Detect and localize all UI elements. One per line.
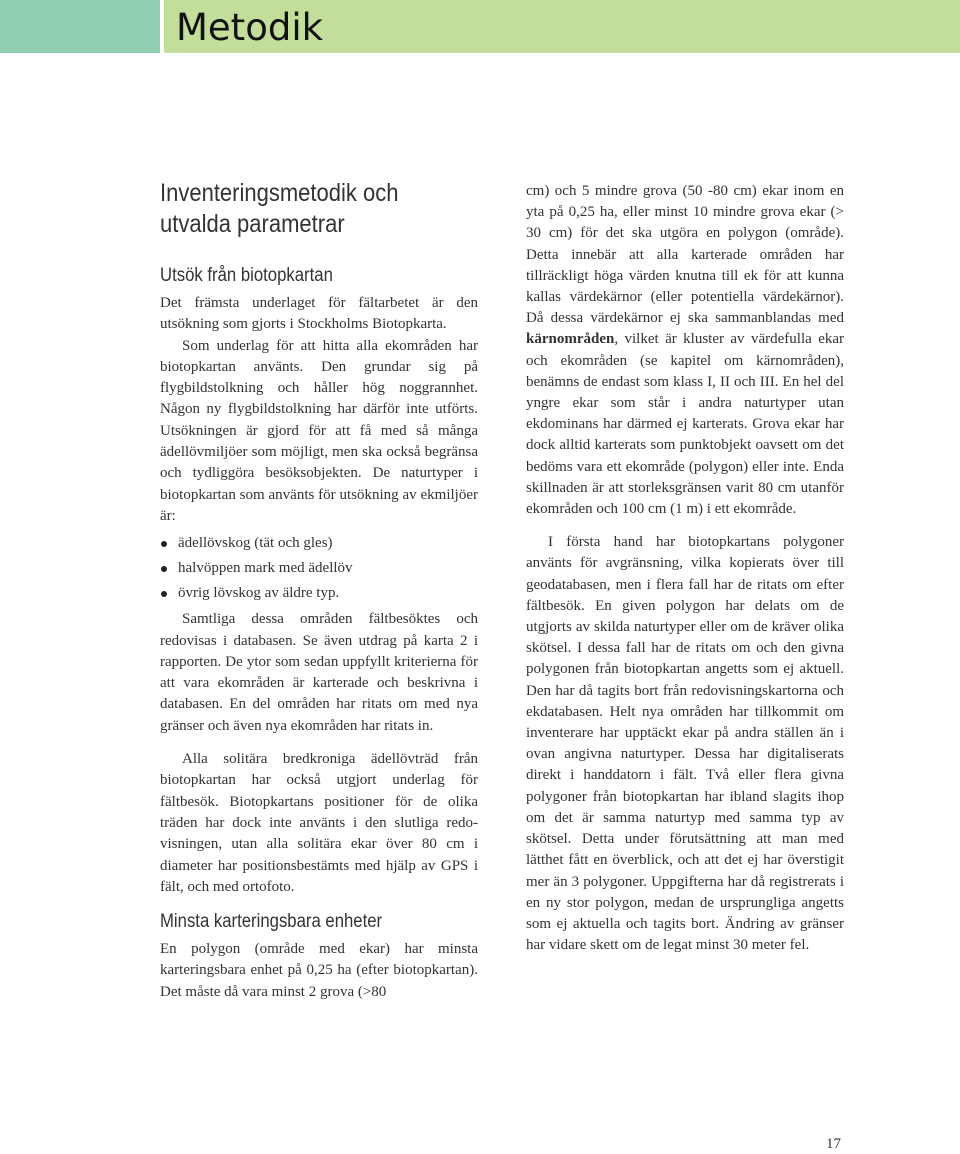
- chapter-title: Metodik: [176, 6, 324, 49]
- section-title-line-2: utvalda parametrar: [160, 210, 345, 238]
- right-column: [526, 181, 844, 956]
- page-number: 17: [826, 1136, 841, 1152]
- naturtyper-list: [160, 531, 478, 606]
- paragraph-avgransning: I första hand har biotopkartans polygoner använts för avgränsning, vilka kopierats över till geodatabasen, men i flera fall har de ritats om efter fältbesök. En given polygon har delats om de utgjorts av skilda naturtyper eller om de kräver olika skötsel. I dessa fall har de ritats om och den givna polygonen från biotopkartan angetts som ej aktuell. Den har då tagits bort från redovisningskartorna och ekdatabasen. Helt nya områden har tillkommit om inventerare har upptäckt ekar på andra ställen än i ovan angivna naturtyper. Dessa har digitaliserats direkt i handdatorn i fält. Två eller flera givna polygoner från biotopkartan har ibland slagits ihop om det är samma naturtyp med samma typ av skötsel. Detta under förutsättning att man med lätthet fått en överblick, och att det ej har överstigit mer än 3 polygoner. Uppgifterna har då registrerats i en ny stor polygon, medan de ursprungliga angetts som ej aktuella och tagits bort. Ändring av gränser har vidare skett om de legat minst 30 meter fel.: [526, 534, 844, 954]
- text-run: , vilket är kluster av värdefulla ekar och ekområden (se kapitel om kärnområden), benämns de endast som klass I, II och III. En hel del yngre ekar som står i andra naturtyper utan ekdominans har därmed ej karterats. Grova ekar har dock alltid karterats som punktobjekt oavsett om det bedöms vara ett ekområde (polygon) eller inte. Enda skillnaden är att storleksgränsen varit 80 cm utanför ekområden och 100 cm (1 m) i ett ekområde.: [526, 331, 844, 518]
- paragraph-faltbesok: Samtliga dessa områden fältbesöktes och redovisas i databasen. Se även utdrag på karta 2 i rapporten. De ytor som sedan uppfyllt kriterierna för att vara ekområden är karterade och beskrivna i databasen. En del områden har ritats om med nya gränser och även nya ekområden har ritats in.: [160, 611, 478, 734]
- paragraph-solitara-trad: Alla solitära bredkroniga ädellövträd från biotopkartan har också utgjort underlag för fältbesök. Biotopkartans positioner för de olika träden har dock inte använts i den slutliga redovisningen, utan alla solitära ekar över 80 cm i diameter har positionsbestämts med hjälp av GPS i fält, och med ortofoto.: [160, 751, 478, 895]
- paragraph-underlag: Det främsta underlaget för fältarbetet är den utsökning som gjorts i Stockholms Biotopkarta.: [160, 295, 478, 333]
- paragraph-biotopkartan: Som underlag för att hitta alla ekområden har biotopkartan använts. Den grundar sig på flygbildstolkning och håller hög noggrannhet. Någon ny flygbildstolkning har därför inte utförts. Utsökningen är gjord för att få med så många ädellövmiljöer som möjligt, men ska också begränsa och tydliggöra besöksobjekten. De naturtyper i biotopkartan som använts för utsökning av ekmiljöer är:: [160, 337, 478, 524]
- bold-term-karnomraden: kärnområden: [526, 331, 615, 348]
- section-title-line-1: Inventeringsmetodik och: [160, 179, 399, 207]
- left-column: [160, 178, 478, 1003]
- paragraph-polygon-storlek: En polygon (område med ekar) har minsta karteringsbara enhet på 0,25 ha (efter biotopkartan). Det måste då vara minst 2 grova (>80: [160, 941, 478, 1000]
- list-item: övrig lövskog av äldre typ.: [160, 581, 478, 606]
- list-item: halvöppen mark med ädellöv: [160, 556, 478, 581]
- list-item: ädellövskog (tät och gles): [160, 531, 478, 556]
- header-left-block: [0, 0, 160, 53]
- subsection-title-minsta-enheter: Minsta karteringsbara enheter: [160, 911, 383, 933]
- paragraph-polygon-fortsattning: [526, 181, 844, 520]
- section-title: [160, 178, 440, 240]
- header-bar: [0, 0, 960, 53]
- text-run: cm) och 5 mindre grova (50 -80 cm) ekar inom en yta på 0,25 ha, eller minst 10 mindre grova ekar (> 30 cm) för det ska utgöra en polygon (område). Detta innebär att alla karterade områden har tillräckligt höga värden knutna till ek för att kunna kallas värdekärnor (eller potentiella värdekärnor). Då dessa värdekärnor ej ska sammanblandas med: [526, 183, 844, 327]
- subsection-title-biotopkartan: Utsök från biotopkartan: [160, 265, 333, 286]
